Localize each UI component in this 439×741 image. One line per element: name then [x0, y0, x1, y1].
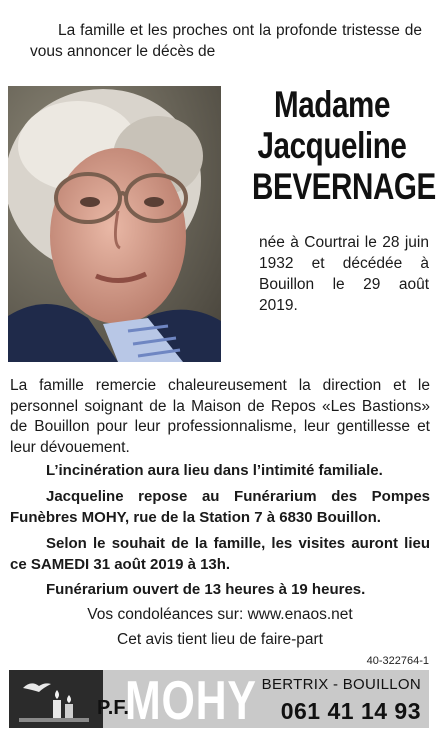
rest-place-text: Jacqueline repose au Funérarium des Pompes Funèbres MOHY, rue de la Station 7 à 6830 Bouillon. — [10, 488, 430, 526]
name-first: Jacqueline — [257, 125, 407, 166]
intro-text: La famille et les proches ont la profonde tristesse de vous annoncer le décès de — [30, 22, 422, 60]
notice-text: Cet avis tient lieu de faire-part — [117, 631, 323, 648]
pf-label: P.F. — [97, 697, 129, 719]
visits-text: Selon le souhait de la famille, les visites auront lieu ce SAMEDI 31 août 2019 à 13h. — [10, 535, 430, 573]
reference-number: 40-322764-1 — [366, 655, 429, 667]
location-text: BERTRIX - BOUILLON — [261, 676, 421, 693]
thanks-text: La famille remercie chaleureusement la direction et le personnel soignant de la Maison de Repos «Les Bastions» de Bouillon pour leur professionnalisme, leur gentillesse et leur dévouement. — [10, 377, 430, 456]
portrait-image — [8, 86, 221, 362]
name-last: BEVERNAGE — [252, 166, 436, 207]
dove-icon — [9, 670, 103, 728]
dove-candle-logo — [9, 670, 103, 728]
phone-number: 061 41 14 93 — [280, 698, 421, 724]
portrait-photo — [8, 86, 221, 362]
funeral-home-banner — [9, 669, 429, 731]
birth-death-text: née à Courtrai le 28 juin 1932 et décédée à Bouillon le 29 août 2019. — [259, 234, 429, 314]
cremation-text: L’incinération aura lieu dans l’intimité familiale. — [46, 462, 383, 479]
brand-name: MOHY — [125, 669, 257, 731]
condolences-text: Vos condoléances sur: www.enaos.net — [87, 606, 353, 623]
opening-hours-text: Funérarium ouvert de 13 heures à 19 heures. — [46, 581, 366, 598]
name-title: Madame — [273, 84, 391, 125]
deceased-name — [232, 84, 436, 207]
